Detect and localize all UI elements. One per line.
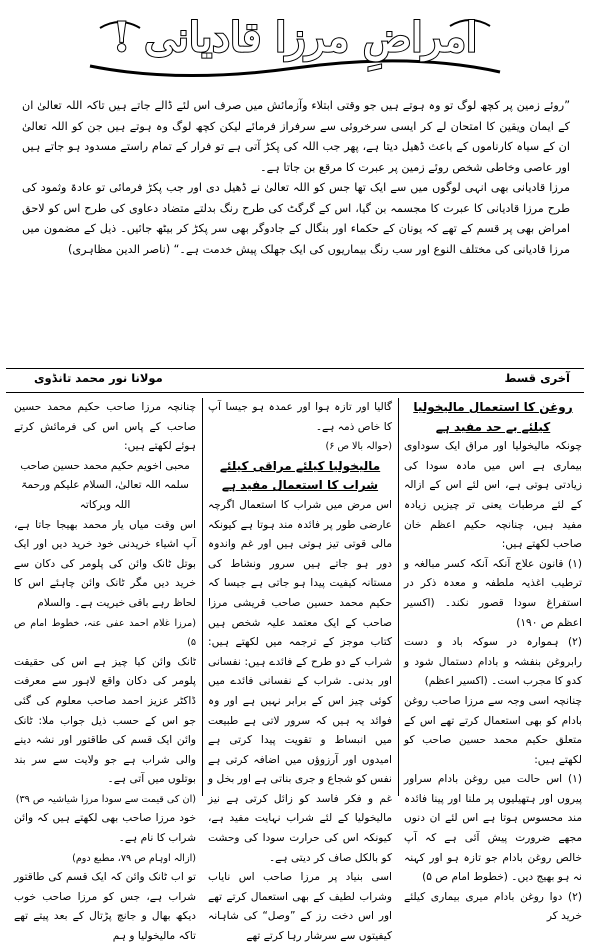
column-paragraph: چنانچہ مرزا صاحب حکیم محمد حسین صاحب کے پاس اس کی فرمائش کرتے ہوئے لکھتے ہیں: bbox=[14, 401, 196, 453]
divider-rule bbox=[6, 368, 584, 369]
column-left bbox=[14, 398, 196, 943]
column-divider bbox=[202, 398, 203, 796]
installment-label: آخری قسط bbox=[504, 371, 570, 385]
intro-paragraph: مرزا قادیانی بھی انہی لوگوں میں سے ایک تھا جس کو اللہ تعالیٰ نے ڈھیل دی اور جب پکڑ فرمائی تو عادۃ وثمود کی طرح مرزا قادیانی کا عبرت کا مجسمہ بن گیا، اس کے گرگٹ کی طرح رنگ بدلتے متضاد دعاوی کی طرح اس کو لاحق امراض بھی پر قسم کے تھے کہ یونان کے حکماء اور بنگال کے جادوگر بھی سر پکڑ کر بیٹھ جائیں۔ ذیل کے مضمون میں مرزا قادیانی کی مختلف النوع اور سب رنگ بیماریوں کی ایک جھلک پیش خدمت ہے۔“ (ناصر الدین مظاہری) bbox=[22, 181, 570, 256]
column-paragraph: تو اب ٹانک وائن کہ ایک قسم کی طاقتور شراب ہے، جس کو مرزا صاحب خوب دیکھ بھال و جانچ پڑتال کے بعد پیتے تھے تاکہ مالیخولیا و ہم bbox=[14, 871, 196, 943]
column-divider bbox=[398, 398, 399, 796]
column-paragraph: خود مرزا صاحب بھی لکھتے ہیں کہ وائن شراب کا نام ہے۔ bbox=[14, 812, 196, 845]
column-paragraph: اس مرض میں شراب کا استعمال اگرچہ عارضی طور پر فائدہ مند ہوتا ہے کیونکہ مالی قوتی تیز ہوتی ہیں اور غم واندوہ دور ہو جاتے ہیں سرور ونشاط کی مستانہ کیفیت پیدا ہو جاتی ہے جیسا کہ حکیم محمد حسین صاحب قریشی مرزا صاحب کے ایک معتمد علیہ شخص ہیں کتاب موجز کے ترجمہ میں لکھتے ہیں: شراب کے دو طرح کے فائدے ہیں: نفسانی اور بدنی۔ شراب کے نفسانی فائدے میں کوئی چیز اس کے برابر نہیں ہے اور وہ فوائد یہ ہیں کہ سرور لاتی ہے طبیعت میں انبساط و تقویت پیدا کرتی ہے امیدوں اور آرزوؤں میں اضافہ کرتی ہے نفس کو شجاع و جری بناتی ہے اور بخل و غم و فکر فاسد کو زائل کرتی ہے نیز مالیخولیا کے لئے شراب نہایت مفید ہے، کیونکہ اس کی حرارت سودا کی وحشت کو بالکل صاف کر دیتی ہے۔ bbox=[208, 498, 392, 864]
column-paragraph: ٹانک وائن کیا چیز ہے اس کی حقیقت پلومر کی دکان واقع لاہور سے معرفت ڈاکٹر عزیز احمد صاحب معلوم کی گئی جو اس کے حسب ذیل جواب ملا: ٹانک وائن ایک قسم کی طاقتور اور نشہ دینے والی شراب ہے جو ولایت سے سر بند بوتلوں میں آتی ہے۔ bbox=[14, 655, 196, 786]
column-paragraph: چونکہ مالیخولیا اور مراق ایک سوداوی بیماری ہے اس میں مادہ سودا کی زیادتی ہوتی ہے، اس لئے اس کے ازالہ کے لئے مرطبات یعنی تر چیزیں زیادہ مفید ہیں، چنانچہ حکیم اعظم خان صاحب لکھتے ہیں: bbox=[404, 440, 582, 551]
column-paragraph: (۲) ہموارہ در سوکہ باد و دست رابروغن بنفشہ و بادام دستمال شود و کدو کا مجرب است۔ (اکسیر اعظم) bbox=[404, 636, 582, 688]
column-paragraph: (۲) دوا روغن بادام میری بیماری کیلئے خرید کر bbox=[404, 890, 582, 923]
column-middle bbox=[208, 398, 392, 943]
title-band bbox=[0, 0, 590, 92]
citation: (ازالہ اوہام ص ۷۹، مطبع دوم) bbox=[72, 852, 196, 864]
column-paragraph: اس وقت میاں یار محمد بھیجا جاتا ہے، آپ اشیاء خریدنی خود خرید دیں اور ایک بوتل ٹانک وائن کی پلومر کی دکان سے خرید دیں مگر ٹانک وائن چاہئے اس کا لحاظ رہے باقی خیریت ہے۔ والسلام bbox=[14, 518, 196, 609]
column-right bbox=[404, 398, 582, 923]
page-title: امراضِ مرزا قادیانی ! bbox=[112, 14, 478, 61]
column-paragraph: اسی بنیاد پر مرزا صاحب اس نایاب وشراب لطیف کے بھی استعمال کرتے تھے اور اس دخت رز کے ”وصل“ کی شاہانہ کیفیتوں سے سرشار رہا کرتے تھے bbox=[208, 871, 392, 943]
citation: (مرزا غلام احمد عفی عنہ، خطوط امام ص ۵) bbox=[14, 617, 196, 649]
intro-paragraph: ”روئے زمین پر کچھ لوگ تو وہ ہوتے ہیں جو وقتی ابتلاء وآزمائش میں صرف اس لئے ڈالے جاتے ہیں تاکہ اللہ تعالیٰ ان کے ایمان ویقین کا امتحان لے کر ایسی سرخروئی سے سرفراز فرمائے لیکن کچھ لوگ وہ ہوتے ہیں جن کو اللہ تعالیٰ ان کے سیاہ کارناموں کے باعث ڈھیل دیتا ہے، پھر جب اللہ کی پکڑ آتی ہے تو فرار کے تمام راستے مسدود ہو جاتے ہیں اور عاصی وخاطی شخص روئے زمین پر عبرت کا مرقع بن جاتا ہے۔ bbox=[22, 99, 570, 174]
column-paragraph: (۱) قانون علاج آنکہ آنکہ کسر مبالغہ و ترطیب اغذیہ ملطفہ و معدہ ذکر در استفراغ سودا قصور نکند۔ (اکسیر اعظم ص ۱۹۰) bbox=[404, 557, 582, 629]
column-paragraph: چنانچہ اسی وجہ سے مرزا صاحب روغن بادام کو بھی استعمال کرتے تھے اس کے متعلق حکیم محمد حسین صاحب کو لکھتے ہیں: bbox=[404, 694, 582, 766]
letter-salutation: محبی اخویم حکیم محمد حسین صاحب سلمہ اللہ تعالیٰ، السلام علیکم ورحمۃ اللہ وبرکاتہ bbox=[20, 459, 190, 511]
column-paragraph: (۱) اس حالت میں روغن بادام سراور پیروں اور ہتھیلیوں پر ملنا اور پینا فائدہ مند محسوس ہوتا ہے اس لئے ان دنوں مجھے ضرورت پیش آئی ہے کہ آپ خالص روغن بادام جو تازہ ہو اور کہنہ نہ ہو بھیج دیں۔ (خطوط امام ص ۵) bbox=[404, 773, 582, 884]
column-heading: مالیخولیا کیلئے مراقی کیلئے شراب کا استعمال مفید ہے bbox=[219, 458, 381, 493]
column-paragraph: گالیا اور تازہ ہوا اور عمدہ ہو جیسا آپ کا خاص ذمہ ہے۔ bbox=[208, 401, 392, 433]
citation: (حوالہ بالا ص ۶) bbox=[325, 441, 392, 453]
author-name: مولانا نور محمد تانڈوی bbox=[34, 371, 163, 385]
intro-block bbox=[22, 96, 570, 260]
divider-rule bbox=[6, 392, 584, 393]
column-heading: روغن کا استعمال مالیخولیا کیلئے بے حد مفید ہے bbox=[413, 400, 573, 434]
citation: (ان کی قیمت سے سودا مرزا شیاشیہ ص ۳۹) bbox=[15, 793, 196, 805]
byline bbox=[14, 371, 576, 389]
